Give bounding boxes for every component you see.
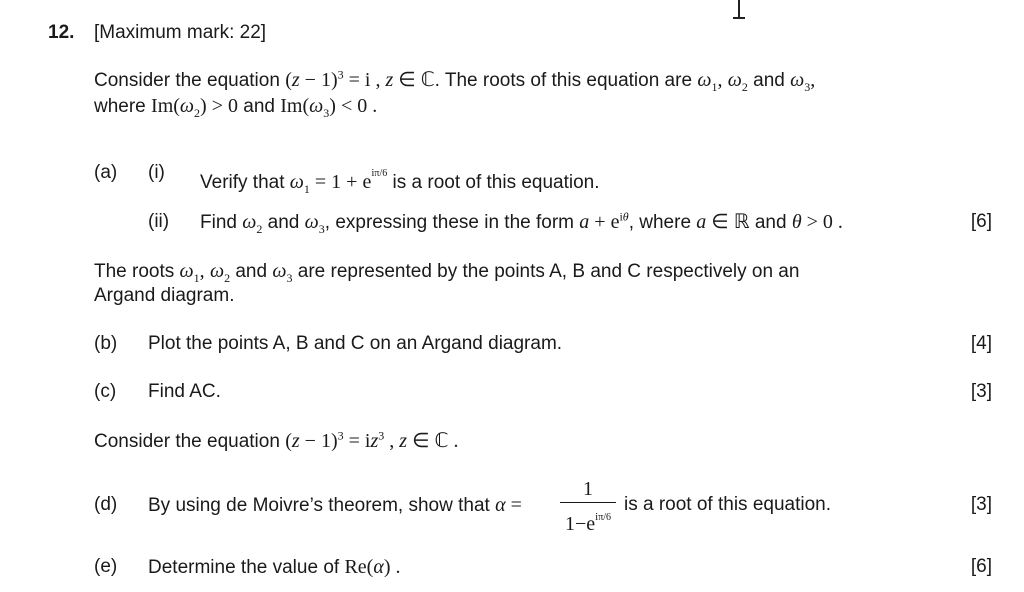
part-b-label: (b) [94,333,118,354]
part-d-text-b: is a root of this equation. [624,494,832,515]
roots-line-2: Argand diagram. [94,285,235,306]
equation-2: $(z - 1)^3 = iz^3$ , z ∈ ℂ . [285,428,459,452]
max-mark: [Maximum mark: 22] [94,22,267,43]
alpha-fraction: $\frac{1}{1-e^{i\pi/6}}$ [560,478,616,536]
equation-1: $(z - 1)^3 = i$ , z ∈ ℂ [285,67,435,91]
part-a-label: (a) [94,162,118,183]
part-c-text: Find AC. [148,381,221,402]
part-a-ii-label: (ii) [148,211,170,232]
part-e-text: Determine the value of Re(α) . [148,556,401,578]
intro-line-2: where $Im(\omega_2) > 0$ and $Im(\omega_3) < 0$ . [94,95,378,120]
intro-line-1: Consider the equation $(z - 1)^3 = i$ , z ∈ ℂ. The roots of this equation are $\omega_1$, $\omega_2$ and $\omega_3$, [94,67,816,94]
consider-line-2: Consider the equation $(z - 1)^3 = iz^3$ , z ∈ ℂ . [94,428,459,452]
part-e-marks: [6] [970,556,992,577]
part-e-label: (e) [94,556,118,577]
part-c-label: (c) [94,381,117,402]
part-d-label: (d) [94,494,118,515]
roots-line-1: The roots $\omega_1$, $\omega_2$ and $\omega_3$ are represented by the points A, B and C respectively on an [94,260,800,285]
part-a-i-text: Verify that $\omega_1 = 1 + e^{i\pi/6}$ is a root of this equation. [200,167,600,196]
part-c-marks: [3] [970,381,992,402]
question-number: 12. [48,22,75,43]
part-a-marks: [6] [970,211,992,232]
part-b-marks: [4] [970,333,992,354]
part-a-ii-text: Find $\omega_2$ and $\omega_3$, expressing these in the form $a + e^{i\theta}$, where a ∈ ℝ and θ > 0 . [200,209,843,236]
part-d-marks: [3] [970,494,992,515]
part-d-text: By using de Moivre’s theorem, show that α = [148,494,522,516]
part-b-text: Plot the points A, B and C on an Argand diagram. [148,333,563,354]
part-a-i-label: (i) [148,162,165,183]
text-cursor-icon [733,0,745,20]
